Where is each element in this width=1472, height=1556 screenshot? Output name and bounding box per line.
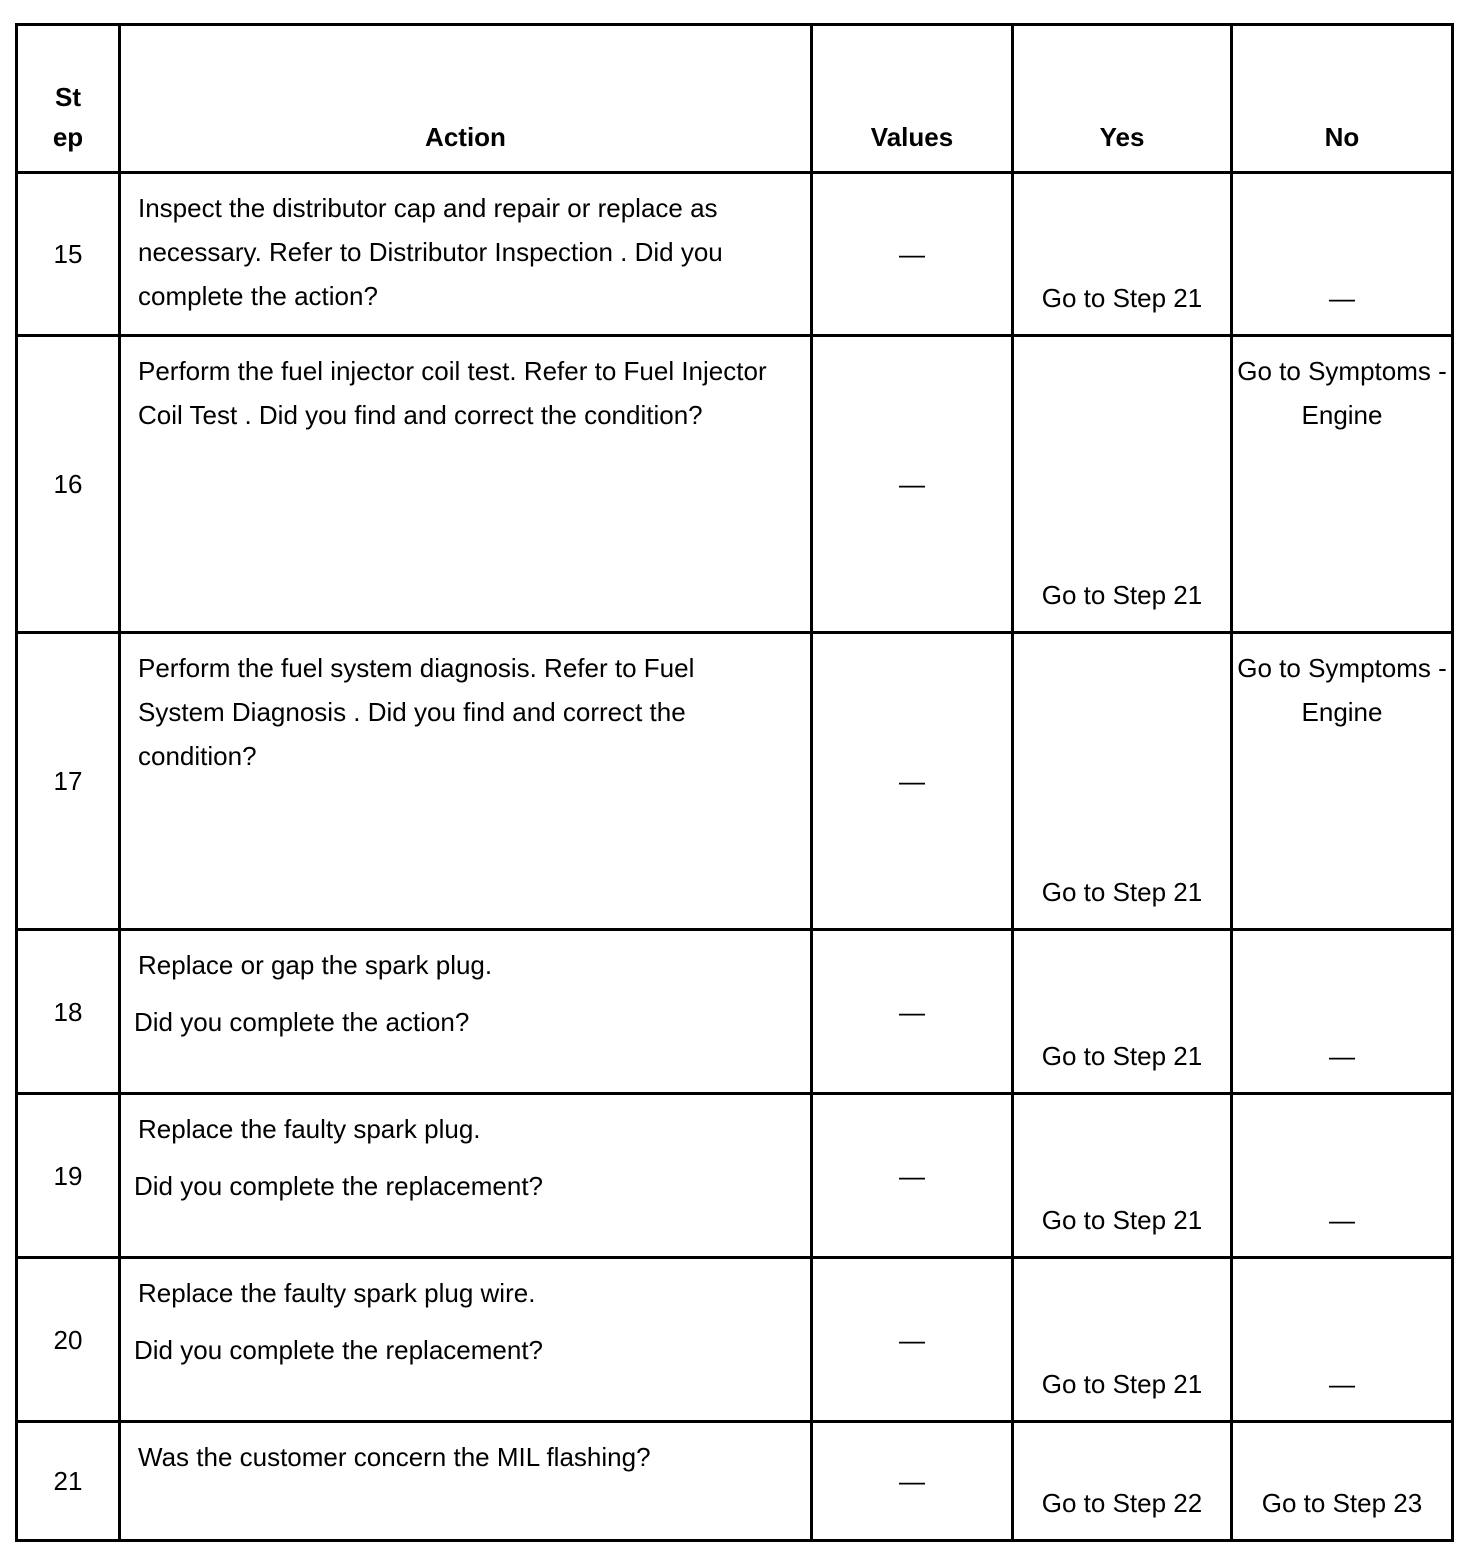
- values-cell: —: [812, 1422, 1013, 1541]
- table-row: [17, 336, 1453, 633]
- action-cell: [120, 1258, 812, 1422]
- action-cell: Perform the fuel system diagnosis. Refer to Fuel System Diagnosis . Did you find and correct the condition?: [120, 633, 812, 930]
- values-cell: —: [812, 633, 1013, 930]
- values-cell: —: [812, 336, 1013, 633]
- header-yes: Yes: [1013, 25, 1232, 173]
- yes-cell: Go to Step 21: [1013, 336, 1232, 633]
- yes-cell: Go to Step 21: [1013, 173, 1232, 336]
- table-row: [17, 1258, 1453, 1422]
- step-cell: 21: [17, 1422, 120, 1541]
- no-cell: —: [1232, 1258, 1453, 1422]
- header-values: Values: [812, 25, 1013, 173]
- yes-cell: Go to Step 21: [1013, 930, 1232, 1094]
- table-row: [17, 1094, 1453, 1258]
- values-cell: —: [812, 1258, 1013, 1422]
- yes-cell: Go to Step 21: [1013, 1258, 1232, 1422]
- step-cell: 18: [17, 930, 120, 1094]
- no-cell: Go to Symptoms - Engine: [1232, 336, 1453, 633]
- yes-cell: Go to Step 22: [1013, 1422, 1232, 1541]
- table-row: [17, 930, 1453, 1094]
- no-cell: —: [1232, 930, 1453, 1094]
- step-cell: 16: [17, 336, 120, 633]
- action-text: Replace or gap the spark plug.: [138, 950, 493, 980]
- step-cell: 19: [17, 1094, 120, 1258]
- values-cell: —: [812, 173, 1013, 336]
- yes-cell: Go to Step 21: [1013, 1094, 1232, 1258]
- no-cell: Go to Symptoms - Engine: [1232, 633, 1453, 930]
- values-cell: —: [812, 1094, 1013, 1258]
- action-text: Replace the faulty spark plug.: [138, 1114, 481, 1144]
- action-cell: Was the customer concern the MIL flashing?: [120, 1422, 812, 1541]
- yes-cell: Go to Step 21: [1013, 633, 1232, 930]
- table-row: [17, 173, 1453, 336]
- diagnostic-table: [15, 23, 1454, 1542]
- no-cell: —: [1232, 173, 1453, 336]
- step-cell: 20: [17, 1258, 120, 1422]
- step-cell: 17: [17, 633, 120, 930]
- action-cell: [120, 1094, 812, 1258]
- action-question: Did you complete the action?: [134, 1007, 470, 1037]
- values-cell: —: [812, 930, 1013, 1094]
- step-cell: 15: [17, 173, 120, 336]
- action-cell: Inspect the distributor cap and repair or replace as necessary. Refer to Distributor Inspection . Did you complete the action?: [120, 173, 812, 336]
- header-row: [17, 25, 1453, 173]
- action-cell: Perform the fuel injector coil test. Refer to Fuel Injector Coil Test . Did you find and correct the condition?: [120, 336, 812, 633]
- header-no: No: [1232, 25, 1453, 173]
- action-text: Replace the faulty spark plug wire.: [138, 1278, 536, 1308]
- table-row: [17, 1422, 1453, 1541]
- header-step: St ep: [17, 25, 120, 173]
- action-question: Did you complete the replacement?: [134, 1171, 544, 1201]
- action-question: Did you complete the replacement?: [134, 1335, 544, 1365]
- table-row: [17, 633, 1453, 930]
- header-action: Action: [120, 25, 812, 173]
- no-cell: Go to Step 23: [1232, 1422, 1453, 1541]
- action-cell: [120, 930, 812, 1094]
- no-cell: —: [1232, 1094, 1453, 1258]
